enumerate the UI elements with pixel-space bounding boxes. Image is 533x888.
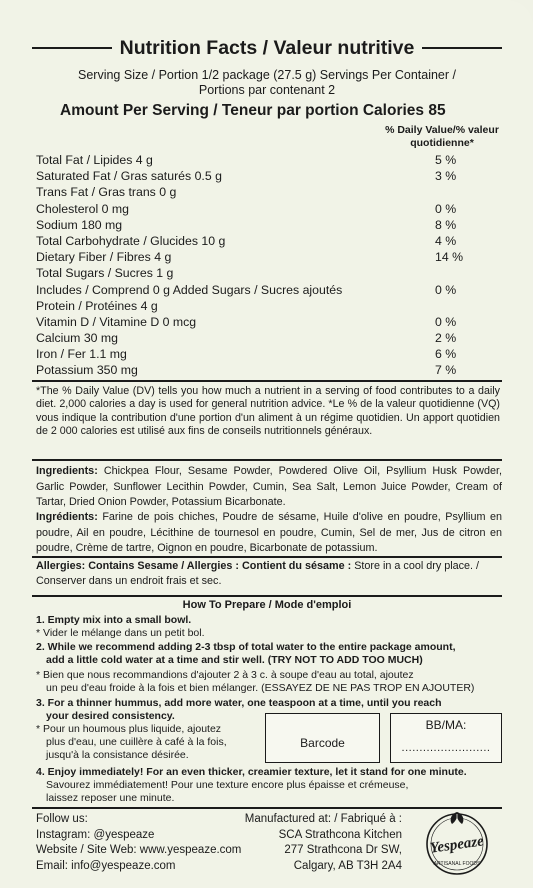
prep-title: How To Prepare / Mode d'emploi	[182, 599, 352, 611]
nutrient-row	[36, 331, 496, 347]
footer-email: Email: info@yespeaze.com	[36, 859, 176, 872]
nutrient-name: Total Fat / Lipides 4 g	[36, 153, 153, 167]
barcode-box	[265, 713, 380, 763]
footer-manufactured-at: Manufactured at: / Fabriqué à :	[244, 813, 402, 825]
nutrient-dv: 0 %	[435, 314, 457, 329]
divider	[32, 459, 502, 461]
prep-step-4-fr	[36, 779, 506, 805]
nutrient-name: Saturated Fat / Gras saturés 0.5 g	[36, 169, 222, 184]
allergy-text: Store in a cool dry place. / Conserver dans un endroit frais et sec.	[36, 560, 480, 588]
nutrient-row	[36, 250, 496, 266]
nutrient-name: Cholesterol 0 mg	[36, 201, 129, 216]
nutrient-dv: 8 %	[435, 217, 457, 232]
footer-follow: Follow us:	[36, 813, 88, 825]
nutrient-name: Vitamin D / Vitamine D 0 mcg	[36, 314, 197, 329]
prep-step-3-fr-line-b: plus d'eau, une cuillère à café à la fois,	[46, 735, 227, 748]
daily-value-header	[372, 124, 512, 149]
nutrient-row	[36, 169, 496, 185]
logo-tagline: ARTISANAL FOODS	[433, 861, 481, 867]
nutrient-row	[36, 202, 496, 218]
divider	[32, 380, 502, 382]
nutrient-row	[36, 185, 496, 201]
nutrition-title-row	[32, 36, 502, 60]
nutrient-dv: 6 %	[435, 347, 457, 362]
prep-step-2-fr-line-a: * Bien que nous recommandions d'ajouter 2 à 3 c. à soupe d'eau au total, ajoutez	[36, 669, 414, 681]
prep-step-3-fr-line-c: jusqu'à la consistance désirée.	[46, 748, 189, 761]
divider	[32, 595, 502, 597]
nutrient-name: Includes / Comprend 0 g Added Sugars / Sucres ajoutés	[36, 282, 343, 297]
footer-street: 277 Strathcona Dr SW,	[284, 844, 402, 856]
amount-per-serving: Amount Per Serving / Teneur par portion Calories 85	[60, 102, 446, 119]
logo-wordmark: Yespeaze	[428, 833, 485, 857]
footer-city: Calgary, AB T3H 2A4	[293, 859, 402, 872]
nutrient-dv: 0 %	[435, 282, 457, 297]
serving-size	[36, 68, 498, 98]
nutrient-dv: 3 %	[435, 169, 457, 184]
allergy-statement	[36, 559, 502, 590]
prep-step-3-line-a: 3. For a thinner hummus, add more water, one teaspoon at a time, until you reach	[36, 697, 442, 709]
dv-header-line-1: % Daily Value/% valeur	[385, 124, 499, 136]
prep-step-2-line-a: 2. While we recommend adding 2-3 tbsp of total water to the entire package amount,	[36, 641, 456, 653]
footer-kitchen: SCA Strathcona Kitchen	[278, 828, 402, 841]
ingredients-french	[36, 510, 502, 557]
nutrient-name: Total Carbohydrate / Glucides 10 g	[36, 233, 226, 248]
nutrient-dv: 14 %	[435, 250, 464, 265]
title-rule-left	[32, 47, 112, 49]
footer-manufacturer	[232, 812, 402, 874]
allergy-label: Allergies: Contains Sesame / Allergies : Contient du sésame :	[36, 560, 352, 572]
prep-step-3-fr	[36, 723, 276, 761]
nutrient-row	[36, 266, 496, 282]
nutrient-row	[36, 299, 496, 315]
yespeaze-logo	[418, 806, 496, 880]
nutrient-table	[36, 153, 496, 380]
prep-step-4-fr-line-a: Savourez immédiatement! Pour une texture encore plus épaisse et crémeuse,	[46, 779, 409, 791]
footer-website: Website / Site Web: www.yespeaze.com	[36, 844, 242, 856]
ingredients-text-fr: Farine de pois chiches, Poudre de sésame, Huile d'olive en poudre, Psyllium en poudre, Ail en poudre, Lécithine de tournesol en poudre, Cumin, Sel de mer, Jus de citron en poudre, Crème de tartre, Oignon en poudre, Bicarbonate de potassium.	[36, 511, 502, 555]
prep-step-1: 1. Empty mix into a small bowl.	[36, 614, 192, 626]
title-rule-right	[422, 47, 502, 49]
nutrient-dv: 5 %	[435, 153, 457, 167]
nutrient-row	[36, 363, 496, 379]
daily-value-footnote: *The % Daily Value (DV) tells you how much a nutrient in a serving of food contributes to a daily diet. 2,000 calories a day is used for general nutrition advice. *Le % de la valeur quotidienne (VQ) vous indique la contribution d'une portion d'un aliment à un régime quotidien. Un apport quotidien de 2 000 calories est utilisé aux fins de conseils nutritionnels généraux.	[36, 385, 500, 438]
prep-step-4-fr-line-b: laissez reposer une minute.	[46, 791, 175, 804]
best-before-dots: .........................	[401, 742, 491, 754]
dv-header-line-2: quotidienne*	[410, 136, 474, 149]
ingredients-label-fr: Ingrédients:	[36, 511, 98, 523]
nutrition-title: Nutrition Facts / Valeur nutritive	[119, 36, 415, 59]
best-before-label: BB/MA:	[425, 718, 467, 732]
nutrient-name: Calcium 30 mg	[36, 331, 119, 346]
nutrient-name: Total Sugars / Sucres 1 g	[36, 266, 174, 281]
prep-step-3-line-b: your desired consistency.	[46, 709, 175, 722]
nutrient-name: Potassium 350 mg	[36, 363, 138, 378]
nutrient-row	[36, 153, 496, 169]
nutrient-name: Dietary Fiber / Fibres 4 g	[36, 250, 172, 265]
ingredients-text-en: Chickpea Flour, Sesame Powder, Powdered Olive Oil, Psyllium Husk Powder, Garlic Powder, Sunflower Lecithin Powder, Cumin, Sea Salt, Lemon Juice Powder, Cream of Tartar, Dried Onion Powder, Potassium Bicarbonate.	[36, 465, 502, 509]
nutrient-dv: 0 %	[435, 201, 457, 216]
nutrient-row	[36, 315, 496, 331]
footer-instagram: Instagram: @yespeaze	[36, 828, 155, 841]
prep-step-2-line-b: add a little cold water at a time and stir well. (TRY NOT TO ADD TOO MUCH)	[46, 653, 423, 666]
nutrient-row	[36, 234, 496, 250]
best-before-box	[390, 713, 502, 763]
prep-step-2-fr-line-b: un peu d'eau froide à la fois et bien mélanger. (ESSAYEZ DE NE PAS TROP EN AJOUTER)	[46, 681, 475, 694]
nutrient-row	[36, 283, 496, 299]
nutrient-name: Iron / Fer 1.1 mg	[36, 347, 127, 362]
prep-step-3-fr-line-a: * Pour un houmous plus liquide, ajoutez	[36, 723, 222, 735]
nutrient-row	[36, 218, 496, 234]
nutrient-name: Protein / Protéines 4 g	[36, 298, 158, 313]
nutrient-dv: 4 %	[435, 233, 457, 248]
nutrient-name: Sodium 180 mg	[36, 217, 123, 232]
barcode-label: Barcode	[300, 736, 345, 750]
serving-line-1: Serving Size / Portion 1/2 package (27.5 g) Servings Per Container /	[78, 68, 456, 82]
footer-contact	[36, 812, 241, 874]
nutrient-name: Trans Fat / Gras trans 0 g	[36, 185, 177, 200]
ingredients-english	[36, 464, 502, 511]
prep-step-1-fr: * Vider le mélange dans un petit bol.	[36, 627, 205, 639]
serving-line-2: Portions par contenant 2	[198, 83, 336, 97]
nutrient-dv: 2 %	[435, 331, 457, 346]
ingredients-label-en: Ingredients:	[36, 465, 98, 477]
prep-step-2-fr	[36, 669, 506, 695]
nutrient-row	[36, 347, 496, 363]
prep-step-2	[36, 641, 506, 667]
prep-step-4: 4. Enjoy immediately! For an even thicker, creamier texture, let it stand for one minute.	[36, 766, 467, 778]
divider	[32, 556, 502, 558]
nutrient-dv: 7 %	[435, 363, 457, 378]
